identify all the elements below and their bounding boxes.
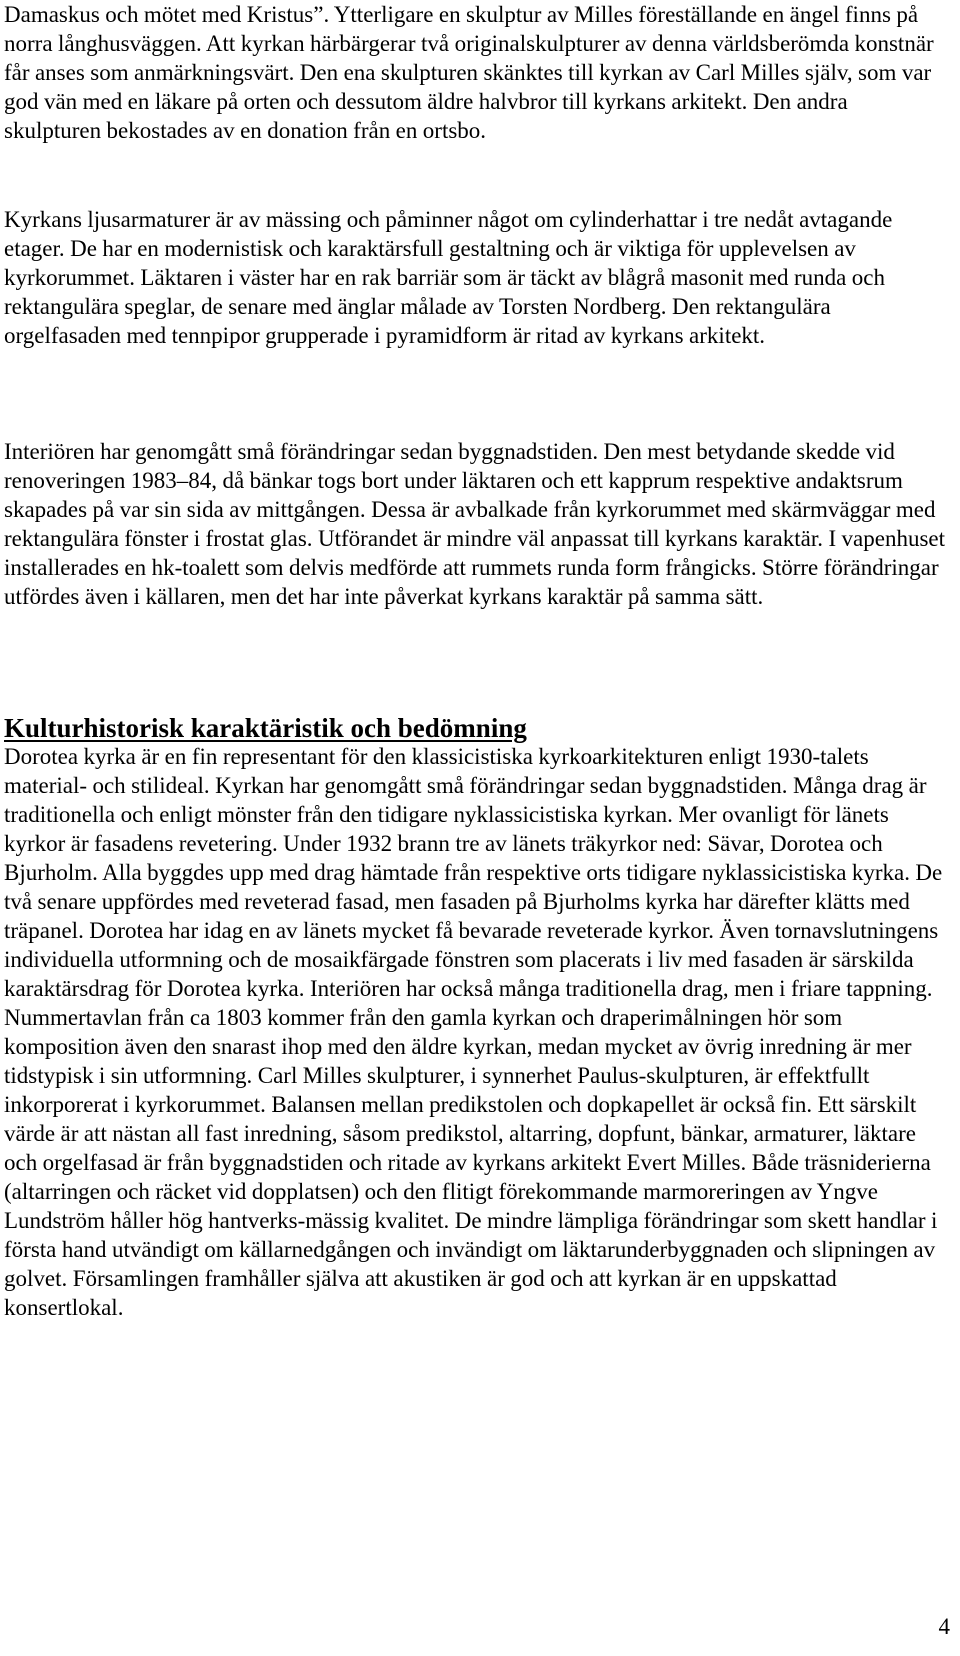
section-heading: Kulturhistorisk karaktäristik och bedömning [4, 713, 527, 743]
paragraph-interior-changes: Interiören har genomgått små förändringar sedan byggnadstiden. Den mest betydande skedde vid renoveringen 1983–84, då bänkar togs bort under läktaren och ett kapprum respektive andaktsrum skapades på var sin sida av mittgången. Dessa är avbalkade från kyrkorummet med skärmväggar med rektangulära fönster i frostat glas. Utförandet är mindre väl anpassat till kyrkans karaktär. I vapenhuset installerades en hk-toalett som delvis medförde att rummets runda form frångicks. Större förändringar utfördes även i källaren, men det har inte påverkat kyrkans karaktär på samma sätt. [4, 439, 946, 609]
paragraph-light-fixtures: Kyrkans ljusarmaturer är av mässing och påminner något om cylinderhattar i tre nedåt avtagande etager. De har en modernistisk och karaktärsfull gestaltning och är viktiga för upplevelsen av kyrkorummet. Läktaren i väster har en rak barriär som är täckt av blågrå masonit med runda och rektangulära speglar, de senare med änglar målade av Torsten Nordberg. Den rektangulära orgelfasaden med tennpipor grupperade i pyramidform är ritad av kyrkans arkitekt. [4, 207, 893, 348]
paragraph-milles-sculptures: Damaskus och mötet med Kristus”. Ytterligare en skulptur av Milles föreställande en ängel finns på norra långhusväggen. Att kyrkan härbärgerar två originalskulpturer av denna världsberömda konstnär får anses som anmärkningsvärt. Den ena skulpturen skänktes till kyrkan av Carl Milles själv, som var god vän med en läkare på orten och dessutom äldre halvbror till kyrkans arkitekt. Den andra skulpturen bekostades av en donation från en ortsbo. [4, 2, 934, 143]
paragraph-cultural-assessment: Dorotea kyrka är en fin representant för den klassicistiska kyrkoarkitekturen enligt 1930-talets material- och stilideal. Kyrkan har genomgått små förändringar sedan byggnadstiden. Många drag är traditionella och enligt mönster från den tidigare nyklassicistiska kyrkan. Mer ovanligt för länets kyrkor är fasadens revetering. Under 1932 brann tre av länets träkyrkor ned: Sävar, Dorotea och Bjurholm. Alla byggdes upp med drag hämtade från respektive orts tidigare nyklassicistiska kyrka. De två senare uppfördes med reveterad fasad, men fasaden på Bjurholms kyrka har därefter klätts med träpanel. Dorotea har idag en av länets mycket få bevarade reveterade kyrkor. Även tornavslutningens individuella utformning och de mosaikfärgade fönstren som placerats i liv med fasaden är särskilda karaktärsdrag för Dorotea kyrka. Interiören har också många traditionella drag, men i friare tappning. Nummertavlan från ca 1803 kommer från den gamla kyrkan och draperimålningen hör som komposition även den snarast ihop med den äldre kyrkan, medan mycket av övrig inredning är mer tidstypisk i sin utformning. Carl Milles skulpturer, i synnerhet Paulus-skulpturen, är effektfullt inkorporerat i kyrkorummet. Balansen mellan predikstolen och dopkapellet är också fin. Ett särskilt värde är att nästan all fast inredning, såsom predikstol, altarring, dopfunt, bänkar, armaturer, läktare och orgelfasad är från byggnadstiden och ritade av kyrkans arkitekt Evert Milles. Både träsniderierna (altarringen och räcket vid dopplatsen) och den flitigt förekommande marmoreringen av Yngve Lundström håller hög hantverks-mässig kvalitet. De mindre lämpliga förändringar som skett handlar i första hand utvändigt om källarnedgången och invändigt om läktarunderbyggnaden och slipningen av golvet. Församlingen framhåller själva att akustiken är god och att kyrkan är en uppskattad konsertlokal. [4, 744, 943, 1320]
page-number: 4 [938, 1614, 950, 1639]
